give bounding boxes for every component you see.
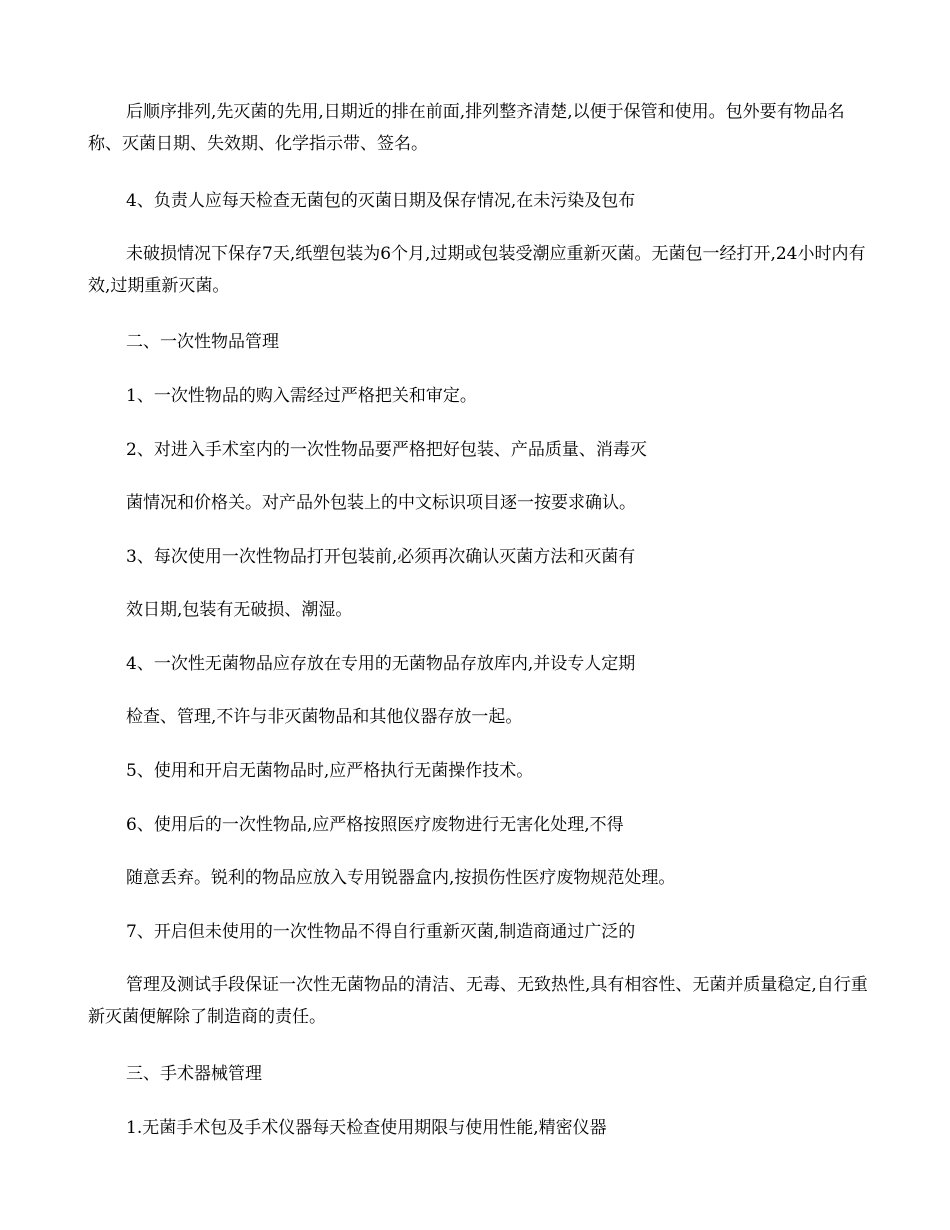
paragraph-sterile-storage-order: 后顺序排列,先灭菌的先用,日期近的排在前面,排列整齐清楚,以便于保管和使用。包外要有物品名称、灭菌日期、失效期、化学指示带、签名。 <box>88 102 845 154</box>
paragraph-instruments-item-1: 1.无菌手术包及手术仪器每天检查使用期限与使用性能,精密仪器 <box>126 1118 607 1138</box>
paragraph-item-6-disposal: 6、使用后的一次性物品,应严格按照医疗废物进行无害化处理,不得 <box>126 815 624 835</box>
paragraph-item-6-cont: 随意丢弃。锐利的物品应放入专用锐器盒内,按损伤性医疗废物规范处理。 <box>126 868 676 888</box>
paragraph-item-4-cont: 检查、管理,不许与非灭菌物品和其他仪器存放一起。 <box>126 707 523 727</box>
paragraph-item-7-cont: 管理及测试手段保证一次性无菌物品的清洁、无毒、无致热性,具有相容性、无菌并质量稳定,自行重新灭菌便解除了制造商的责任。 <box>88 975 868 1027</box>
paragraph-item-4-check: 4、负责人应每天检查无菌包的灭菌日期及保存情况,在未污染及包布 <box>126 191 636 211</box>
paragraph-item-5-usage: 5、使用和开启无菌物品时,应严格执行无菌操作技术。 <box>126 761 534 781</box>
heading-surgical-instruments: 三、手术器械管理 <box>126 1064 262 1084</box>
heading-disposable-items: 二、一次性物品管理 <box>126 332 279 352</box>
paragraph-item-4-store: 4、一次性无菌物品应存放在专用的无菌物品存放库内,并设专人定期 <box>126 654 636 674</box>
paragraph-item-2-cont: 菌情况和价格关。对产品外包装上的中文标识项目逐一按要求确认。 <box>126 493 636 513</box>
paragraph-item-3-cont: 效日期,包装有无破损、潮湿。 <box>126 600 353 620</box>
paragraph-item-7-resterilize: 7、开启但未使用的一次性物品不得自行重新灭菌,制造商通过广泛的 <box>126 922 636 942</box>
paragraph-item-3-open: 3、每次使用一次性物品打开包装前,必须再次确认灭菌方法和灭菌有 <box>126 547 636 567</box>
paragraph-item-2-entry: 2、对进入手术室内的一次性物品要严格把好包装、产品质量、消毒灭 <box>126 440 647 460</box>
paragraph-item-1-purchase: 1、一次性物品的购入需经过严格把关和审定。 <box>126 386 477 406</box>
paragraph-storage-period: 未破损情况下保存7天,纸塑包装为6个月,过期或包装受潮应重新灭菌。无菌包一经打开,24小时内有效,过期重新灭菌。 <box>88 244 866 296</box>
